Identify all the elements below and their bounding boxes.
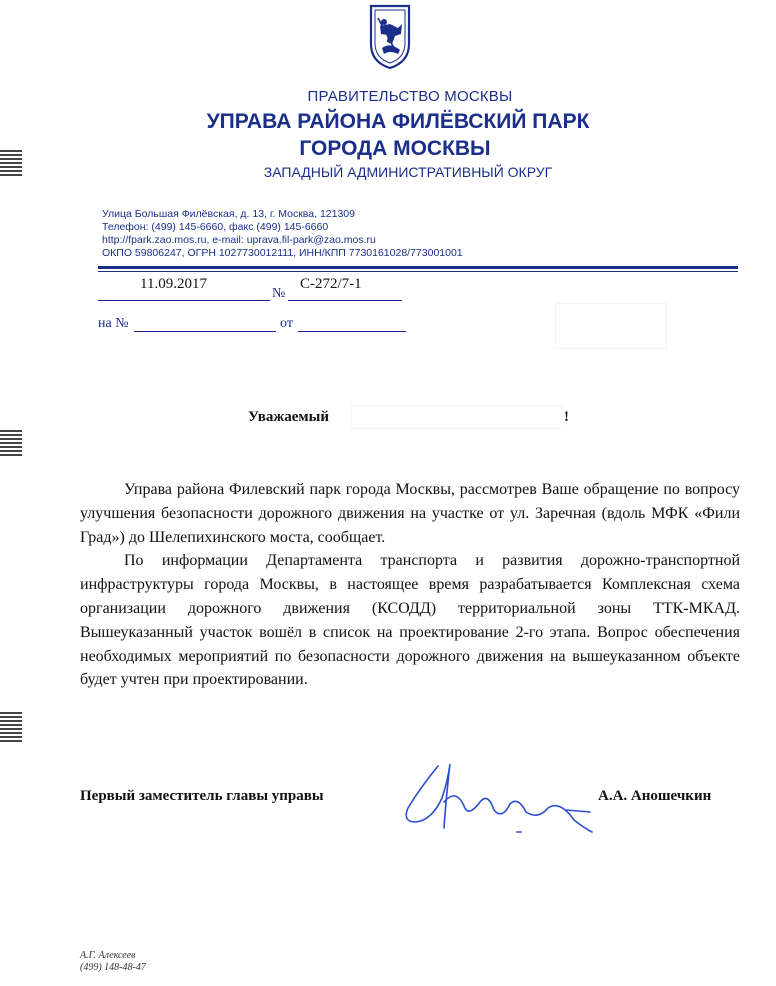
organization-name-line2: ГОРОДА МОСКВЫ (299, 137, 491, 160)
phone-line: Телефон: (499) 145-6660, факс (499) 145-6660 (102, 221, 329, 233)
redacted-recipient (556, 304, 666, 348)
letter-body (80, 478, 740, 692)
organization-name-line1: УПРАВА РАЙОНА ФИЛЁВСКИЙ ПАРК (206, 110, 590, 133)
body-paragraph: По информации Департамента транспорта и развития дорожно-транспортной инфраструктуры города Москвы, в настоящее время разрабатывается Комплексная схема организации дорожного движения (КСОДД) территориальной зоны ТТК-МКАД. Вышеуказанный участок вошёл в список на проектирование 2-го этапа. Вопрос обеспечения необходимых мероприятий по безопасности дорожного движения на вышеуказанном объекте будет учтен при проектировании. (80, 552, 740, 689)
executor-block (80, 950, 146, 974)
executor-name: А.Г. Алексеев (80, 950, 136, 961)
signatory-title: Первый заместитель главы управы (80, 788, 324, 804)
body-paragraph: Управа района Филевский парк города Москвы, рассмотрев Ваше обращение по вопросу улучшения безопасности дорожного движения на участке от ул. Заречная (вдоль МФК «Фили Град») до Шелепихинского моста, сообщает. (80, 481, 740, 546)
contact-block (102, 208, 463, 260)
scan-artifact (0, 430, 22, 458)
web-email-line: http://fpark.zao.mos.ru, e-mail: uprava.fil-park@zao.mos.ru (102, 234, 376, 246)
codes-line: ОКПО 59806247, ОГРН 1027730012111, ИНН/КПП 7730161028/773001001 (102, 247, 463, 259)
scan-artifact (0, 150, 22, 178)
document-date: 11.09.2017 (140, 276, 207, 292)
government-name: ПРАВИТЕЛЬСТВО МОСКВЫ (307, 88, 513, 105)
letterhead-divider (98, 266, 738, 269)
letterhead-divider-thin (98, 271, 738, 272)
salutation-exclamation: ! (564, 409, 569, 425)
reference-label: на № (98, 316, 129, 331)
number-underline (288, 300, 402, 301)
district-name: ЗАПАДНЫЙ АДМИНИСТРАТИВНЫЙ ОКРУГ (263, 164, 553, 180)
from-label: от (280, 316, 293, 331)
signatory-name: А.А. Аношечкин (598, 788, 712, 804)
document-number: С-272/7-1 (300, 276, 362, 292)
date-underline (98, 300, 270, 301)
address-line: Улица Большая Филёвская, д. 13, г. Москва, 121309 (102, 208, 355, 220)
handwritten-signature (398, 758, 598, 848)
reference-underline (134, 331, 276, 332)
salutation: Уважаемый (248, 409, 329, 425)
from-underline (298, 331, 406, 332)
redacted-recipient-name (352, 406, 562, 428)
executor-phone: (499) 148-48-47 (80, 962, 146, 973)
moscow-coat-of-arms-icon (368, 4, 412, 70)
number-label: № (272, 286, 286, 301)
scan-artifact (0, 712, 22, 744)
